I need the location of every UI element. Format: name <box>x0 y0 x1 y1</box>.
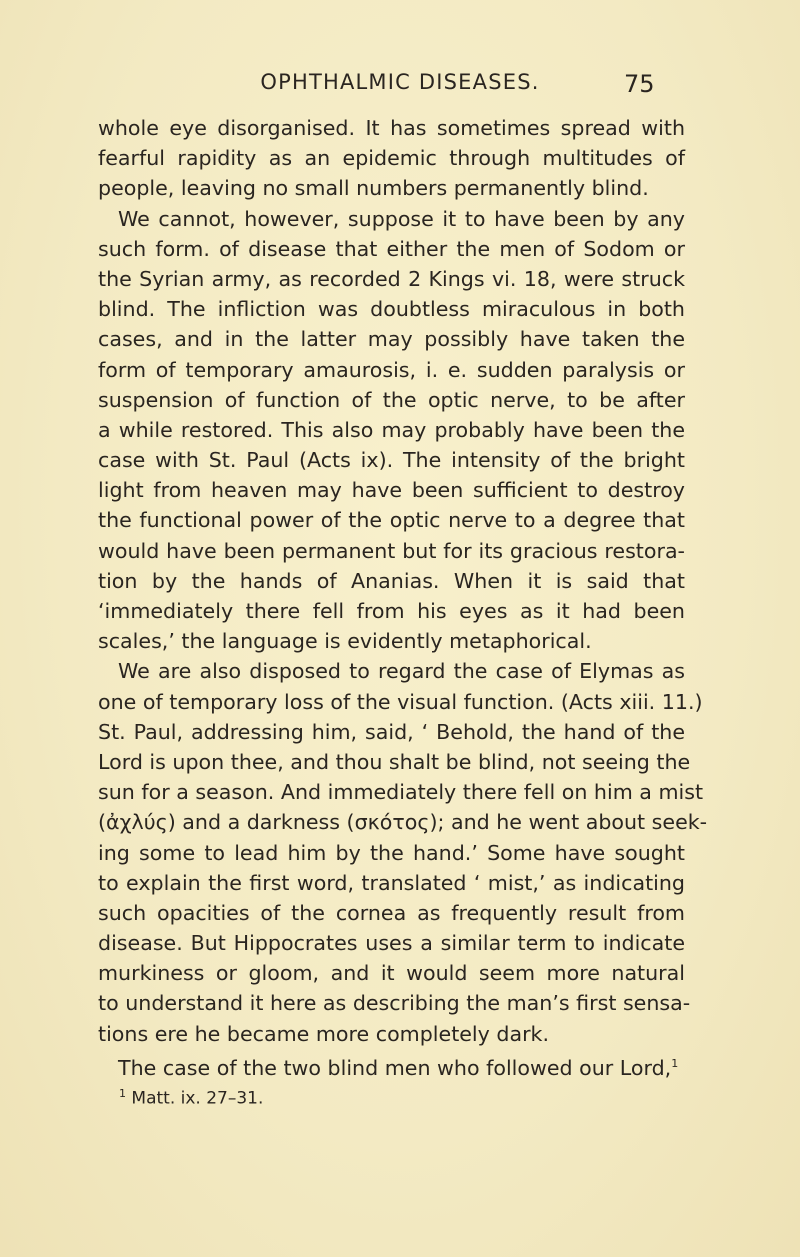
text-line: such opacities of the cornea as frequently result from <box>98 900 685 925</box>
text-line: case with St. Paul (Acts ix). The intensity of the bright <box>98 448 685 473</box>
text-line: tion by the hands of Ananias. When it is said that <box>98 568 685 593</box>
footnote <box>119 1087 263 1109</box>
text-line: to understand it here as describing the man’s first sensa- <box>98 991 691 1016</box>
text-line-with-footnote-ref <box>98 1049 685 1079</box>
body-text <box>98 113 708 1080</box>
text-line: one of temporary loss of the visual function. (Acts xiii. 11.) <box>98 689 703 714</box>
text-line: sun for a season. And immediately there fell on him a mist <box>98 780 704 805</box>
text-line: would have been permanent but for its gracious restora- <box>98 538 685 563</box>
running-title: OPHTHALMIC DISEASES. <box>260 70 540 94</box>
text-line: people, leaving no small numbers permanently blind. <box>98 176 649 201</box>
text-line: We cannot, however, suppose it to have been by any <box>118 206 685 231</box>
text-line: the functional power of the optic nerve to a degree that <box>98 508 685 533</box>
text-line: ing some to lead him by the hand.’ Some have sought <box>98 840 685 865</box>
footnote-reference[interactable]: 1 <box>671 1056 679 1070</box>
text-line: tions ere he became more completely dark. <box>98 1021 550 1046</box>
text-line: St. Paul, addressing him, said, ‘ Behold, the hand of the <box>98 719 685 744</box>
text-line: ‘immediately there fell from his eyes as it had been <box>98 599 685 623</box>
text-line: such form. of disease that either the men of Sodom or <box>98 236 685 261</box>
text-line: light from heaven may have been sufficient to destroy <box>98 478 685 503</box>
text-line: whole eye disorganised. It has sometimes spread with <box>98 116 685 140</box>
text-line: (ἀχλύς) and a darkness (σκότος); and he went about seek- <box>98 810 708 835</box>
text-line: form of temporary amaurosis, i. e. sudden paralysis or <box>98 357 685 382</box>
text-line: scales,’ the language is evidently metaphorical. <box>98 629 592 654</box>
text-line: suspension of function of the optic nerve, to be after <box>98 387 685 412</box>
text-line: to explain the first word, translated ‘ mist,’ as indicating <box>98 870 685 895</box>
text-line: the Syrian army, as recorded 2 Kings vi. 18, were struck <box>98 266 685 291</box>
text-line: fearful rapidity as an epidemic through multitudes of <box>98 146 685 171</box>
text-line: We are also disposed to regard the case of Elymas as <box>118 659 685 684</box>
text-line: The case of the two blind men who followed our Lord, <box>118 1055 672 1080</box>
page-number: 75 <box>624 70 655 98</box>
text-line: a while restored. This also may probably have been the <box>98 417 685 442</box>
footnote-text: Matt. ix. 27–31. <box>131 1088 264 1109</box>
text-line: Lord is upon thee, and thou shalt be blind, not seeing the <box>98 749 691 774</box>
text-line: cases, and in the latter may possibly have taken the <box>98 327 685 352</box>
text-line: blind. The infliction was doubtless miraculous in both <box>98 297 685 322</box>
text-line: murkiness or gloom, and it would seem more natural <box>98 961 685 986</box>
page-header <box>0 70 800 110</box>
footnote-marker: 1 <box>119 1087 126 1100</box>
text-line: disease. But Hippocrates uses a similar term to indicate <box>98 931 685 956</box>
